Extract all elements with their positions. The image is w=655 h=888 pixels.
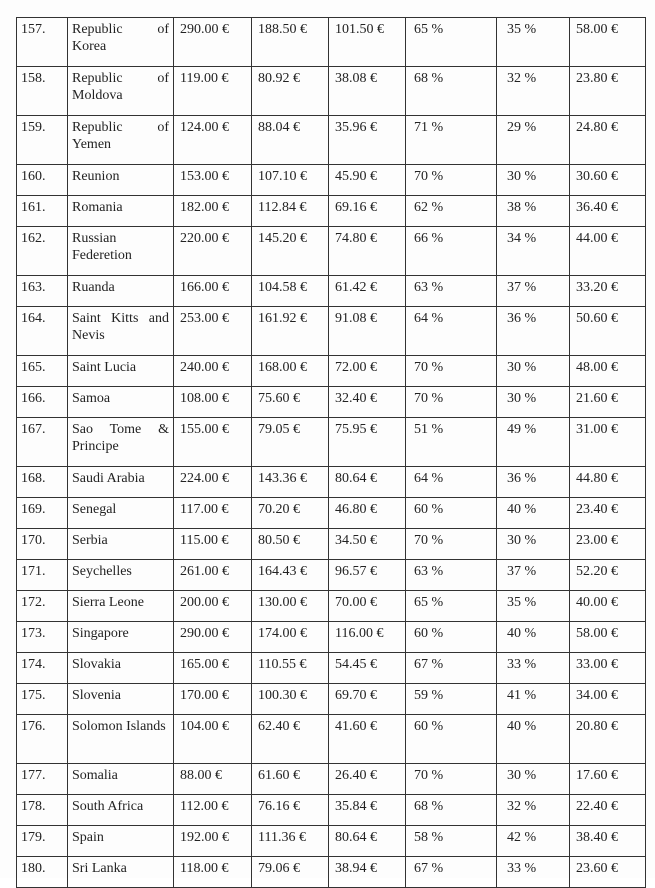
total-price-cell: 224.00 € xyxy=(174,467,252,498)
table-row xyxy=(17,622,646,653)
country-cell: Romania xyxy=(68,196,174,227)
total-price-cell: 165.00 € xyxy=(174,653,252,684)
table-row xyxy=(17,276,646,307)
share-a-percent-cell: 65 % xyxy=(406,591,497,622)
share-a-percent-cell: 70 % xyxy=(406,529,497,560)
share-a-amount-cell: 104.58 € xyxy=(252,276,329,307)
table-row xyxy=(17,764,646,795)
share-a-percent-cell: 70 % xyxy=(406,387,497,418)
fee-amount-cell: 23.00 € xyxy=(570,529,646,560)
row-number-cell: 170. xyxy=(17,529,68,560)
fee-amount-cell: 33.00 € xyxy=(570,653,646,684)
share-a-amount-cell: 70.20 € xyxy=(252,498,329,529)
fee-amount-cell: 40.00 € xyxy=(570,591,646,622)
fee-amount-cell: 30.60 € xyxy=(570,165,646,196)
total-price-cell: 182.00 € xyxy=(174,196,252,227)
country-cell: Slovenia xyxy=(68,684,174,715)
total-price-cell: 119.00 € xyxy=(174,67,252,116)
share-b-amount-cell: 72.00 € xyxy=(329,356,406,387)
share-a-percent-cell: 60 % xyxy=(406,715,497,764)
fee-amount-cell: 17.60 € xyxy=(570,764,646,795)
row-number-cell: 165. xyxy=(17,356,68,387)
country-cell: Ruanda xyxy=(68,276,174,307)
fee-amount-cell: 23.60 € xyxy=(570,857,646,888)
share-b-percent-cell: 40 % xyxy=(497,498,570,529)
total-price-cell: 192.00 € xyxy=(174,826,252,857)
share-a-amount-cell: 111.36 € xyxy=(252,826,329,857)
row-number-cell: 162. xyxy=(17,227,68,276)
total-price-cell: 166.00 € xyxy=(174,276,252,307)
share-b-amount-cell: 38.94 € xyxy=(329,857,406,888)
share-b-amount-cell: 80.64 € xyxy=(329,467,406,498)
country-cell: Singapore xyxy=(68,622,174,653)
country-price-table xyxy=(16,17,646,888)
country-cell: Republic of Moldova xyxy=(68,67,174,116)
table-row xyxy=(17,67,646,116)
total-price-cell: 200.00 € xyxy=(174,591,252,622)
share-a-percent-cell: 62 % xyxy=(406,196,497,227)
share-b-amount-cell: 46.80 € xyxy=(329,498,406,529)
fee-amount-cell: 36.40 € xyxy=(570,196,646,227)
row-number-cell: 177. xyxy=(17,764,68,795)
table-row xyxy=(17,356,646,387)
share-a-percent-cell: 63 % xyxy=(406,560,497,591)
share-a-amount-cell: 76.16 € xyxy=(252,795,329,826)
table-row xyxy=(17,227,646,276)
share-a-amount-cell: 112.84 € xyxy=(252,196,329,227)
share-b-percent-cell: 37 % xyxy=(497,276,570,307)
share-b-amount-cell: 75.95 € xyxy=(329,418,406,467)
total-price-cell: 170.00 € xyxy=(174,684,252,715)
table-row xyxy=(17,684,646,715)
country-cell: Saint Lucia xyxy=(68,356,174,387)
share-a-amount-cell: 107.10 € xyxy=(252,165,329,196)
country-cell: Sao Tome & Principe xyxy=(68,418,174,467)
share-b-amount-cell: 61.42 € xyxy=(329,276,406,307)
table-row xyxy=(17,165,646,196)
table-row xyxy=(17,591,646,622)
fee-amount-cell: 38.40 € xyxy=(570,826,646,857)
table-row xyxy=(17,529,646,560)
share-a-percent-cell: 60 % xyxy=(406,498,497,529)
total-price-cell: 108.00 € xyxy=(174,387,252,418)
row-number-cell: 175. xyxy=(17,684,68,715)
table-row xyxy=(17,307,646,356)
table-row xyxy=(17,418,646,467)
table-row xyxy=(17,467,646,498)
share-b-amount-cell: 101.50 € xyxy=(329,18,406,67)
fee-amount-cell: 50.60 € xyxy=(570,307,646,356)
row-number-cell: 158. xyxy=(17,67,68,116)
share-a-percent-cell: 51 % xyxy=(406,418,497,467)
share-b-amount-cell: 96.57 € xyxy=(329,560,406,591)
share-a-percent-cell: 64 % xyxy=(406,307,497,356)
row-number-cell: 178. xyxy=(17,795,68,826)
total-price-cell: 115.00 € xyxy=(174,529,252,560)
share-b-percent-cell: 30 % xyxy=(497,764,570,795)
fee-amount-cell: 20.80 € xyxy=(570,715,646,764)
share-a-percent-cell: 66 % xyxy=(406,227,497,276)
country-cell: Republic of Korea xyxy=(68,18,174,67)
share-b-percent-cell: 33 % xyxy=(497,653,570,684)
table-row xyxy=(17,18,646,67)
row-number-cell: 160. xyxy=(17,165,68,196)
country-cell: Somalia xyxy=(68,764,174,795)
country-cell: Saint Kitts and Nevis xyxy=(68,307,174,356)
share-b-percent-cell: 37 % xyxy=(497,560,570,591)
share-a-percent-cell: 70 % xyxy=(406,165,497,196)
share-a-percent-cell: 64 % xyxy=(406,467,497,498)
table-row xyxy=(17,196,646,227)
total-price-cell: 88.00 € xyxy=(174,764,252,795)
row-number-cell: 168. xyxy=(17,467,68,498)
table-row xyxy=(17,857,646,888)
share-b-amount-cell: 54.45 € xyxy=(329,653,406,684)
share-b-amount-cell: 32.40 € xyxy=(329,387,406,418)
share-a-amount-cell: 88.04 € xyxy=(252,116,329,165)
share-a-amount-cell: 145.20 € xyxy=(252,227,329,276)
row-number-cell: 161. xyxy=(17,196,68,227)
share-a-amount-cell: 61.60 € xyxy=(252,764,329,795)
total-price-cell: 124.00 € xyxy=(174,116,252,165)
share-a-amount-cell: 79.05 € xyxy=(252,418,329,467)
row-number-cell: 173. xyxy=(17,622,68,653)
fee-amount-cell: 34.00 € xyxy=(570,684,646,715)
share-b-percent-cell: 42 % xyxy=(497,826,570,857)
country-cell: Spain xyxy=(68,826,174,857)
fee-amount-cell: 31.00 € xyxy=(570,418,646,467)
country-cell: South Africa xyxy=(68,795,174,826)
total-price-cell: 112.00 € xyxy=(174,795,252,826)
share-b-amount-cell: 38.08 € xyxy=(329,67,406,116)
share-b-percent-cell: 33 % xyxy=(497,857,570,888)
row-number-cell: 172. xyxy=(17,591,68,622)
share-a-amount-cell: 168.00 € xyxy=(252,356,329,387)
share-a-percent-cell: 70 % xyxy=(406,356,497,387)
share-b-percent-cell: 29 % xyxy=(497,116,570,165)
share-b-amount-cell: 80.64 € xyxy=(329,826,406,857)
share-a-percent-cell: 60 % xyxy=(406,622,497,653)
table-row xyxy=(17,715,646,764)
total-price-cell: 153.00 € xyxy=(174,165,252,196)
share-b-amount-cell: 69.16 € xyxy=(329,196,406,227)
fee-amount-cell: 23.80 € xyxy=(570,67,646,116)
share-b-amount-cell: 70.00 € xyxy=(329,591,406,622)
share-a-percent-cell: 67 % xyxy=(406,653,497,684)
share-b-percent-cell: 40 % xyxy=(497,622,570,653)
total-price-cell: 118.00 € xyxy=(174,857,252,888)
fee-amount-cell: 52.20 € xyxy=(570,560,646,591)
fee-amount-cell: 33.20 € xyxy=(570,276,646,307)
table-row xyxy=(17,387,646,418)
row-number-cell: 174. xyxy=(17,653,68,684)
share-b-percent-cell: 35 % xyxy=(497,18,570,67)
fee-amount-cell: 21.60 € xyxy=(570,387,646,418)
country-cell: Saudi Arabia xyxy=(68,467,174,498)
share-a-percent-cell: 71 % xyxy=(406,116,497,165)
share-b-amount-cell: 91.08 € xyxy=(329,307,406,356)
share-b-percent-cell: 32 % xyxy=(497,795,570,826)
total-price-cell: 104.00 € xyxy=(174,715,252,764)
share-b-percent-cell: 34 % xyxy=(497,227,570,276)
total-price-cell: 155.00 € xyxy=(174,418,252,467)
fee-amount-cell: 23.40 € xyxy=(570,498,646,529)
share-b-amount-cell: 26.40 € xyxy=(329,764,406,795)
share-b-percent-cell: 38 % xyxy=(497,196,570,227)
fee-amount-cell: 48.00 € xyxy=(570,356,646,387)
country-cell: Serbia xyxy=(68,529,174,560)
row-number-cell: 159. xyxy=(17,116,68,165)
share-a-amount-cell: 80.92 € xyxy=(252,67,329,116)
row-number-cell: 163. xyxy=(17,276,68,307)
share-a-amount-cell: 110.55 € xyxy=(252,653,329,684)
row-number-cell: 166. xyxy=(17,387,68,418)
share-a-percent-cell: 63 % xyxy=(406,276,497,307)
share-a-amount-cell: 174.00 € xyxy=(252,622,329,653)
total-price-cell: 253.00 € xyxy=(174,307,252,356)
share-a-percent-cell: 70 % xyxy=(406,764,497,795)
country-cell: Seychelles xyxy=(68,560,174,591)
share-a-amount-cell: 188.50 € xyxy=(252,18,329,67)
row-number-cell: 167. xyxy=(17,418,68,467)
share-a-amount-cell: 80.50 € xyxy=(252,529,329,560)
row-number-cell: 157. xyxy=(17,18,68,67)
country-cell: Reunion xyxy=(68,165,174,196)
row-number-cell: 179. xyxy=(17,826,68,857)
share-b-amount-cell: 45.90 € xyxy=(329,165,406,196)
share-a-percent-cell: 65 % xyxy=(406,18,497,67)
fee-amount-cell: 58.00 € xyxy=(570,18,646,67)
share-a-amount-cell: 130.00 € xyxy=(252,591,329,622)
share-b-percent-cell: 40 % xyxy=(497,715,570,764)
table-row xyxy=(17,795,646,826)
share-a-amount-cell: 79.06 € xyxy=(252,857,329,888)
total-price-cell: 117.00 € xyxy=(174,498,252,529)
share-b-amount-cell: 35.84 € xyxy=(329,795,406,826)
country-cell: Sierra Leone xyxy=(68,591,174,622)
share-b-amount-cell: 74.80 € xyxy=(329,227,406,276)
share-b-percent-cell: 36 % xyxy=(497,467,570,498)
table-row xyxy=(17,653,646,684)
total-price-cell: 290.00 € xyxy=(174,622,252,653)
fee-amount-cell: 58.00 € xyxy=(570,622,646,653)
share-b-amount-cell: 69.70 € xyxy=(329,684,406,715)
row-number-cell: 180. xyxy=(17,857,68,888)
share-a-percent-cell: 67 % xyxy=(406,857,497,888)
share-a-amount-cell: 164.43 € xyxy=(252,560,329,591)
fee-amount-cell: 44.80 € xyxy=(570,467,646,498)
share-b-amount-cell: 116.00 € xyxy=(329,622,406,653)
country-cell: Solomon Islands xyxy=(68,715,174,764)
share-b-percent-cell: 49 % xyxy=(497,418,570,467)
country-cell: Slovakia xyxy=(68,653,174,684)
share-a-amount-cell: 75.60 € xyxy=(252,387,329,418)
share-a-percent-cell: 58 % xyxy=(406,826,497,857)
fee-amount-cell: 22.40 € xyxy=(570,795,646,826)
share-b-amount-cell: 34.50 € xyxy=(329,529,406,560)
share-b-percent-cell: 30 % xyxy=(497,356,570,387)
country-cell: Russian Federetion xyxy=(68,227,174,276)
share-b-percent-cell: 36 % xyxy=(497,307,570,356)
share-b-percent-cell: 30 % xyxy=(497,529,570,560)
country-cell: Sri Lanka xyxy=(68,857,174,888)
row-number-cell: 164. xyxy=(17,307,68,356)
share-a-percent-cell: 68 % xyxy=(406,67,497,116)
share-a-amount-cell: 143.36 € xyxy=(252,467,329,498)
share-a-amount-cell: 62.40 € xyxy=(252,715,329,764)
total-price-cell: 290.00 € xyxy=(174,18,252,67)
row-number-cell: 169. xyxy=(17,498,68,529)
share-b-percent-cell: 41 % xyxy=(497,684,570,715)
fee-amount-cell: 44.00 € xyxy=(570,227,646,276)
total-price-cell: 220.00 € xyxy=(174,227,252,276)
share-b-percent-cell: 32 % xyxy=(497,67,570,116)
share-a-amount-cell: 161.92 € xyxy=(252,307,329,356)
total-price-cell: 240.00 € xyxy=(174,356,252,387)
share-b-percent-cell: 30 % xyxy=(497,387,570,418)
row-number-cell: 171. xyxy=(17,560,68,591)
table-row xyxy=(17,560,646,591)
row-number-cell: 176. xyxy=(17,715,68,764)
share-b-percent-cell: 35 % xyxy=(497,591,570,622)
share-a-percent-cell: 68 % xyxy=(406,795,497,826)
table-row xyxy=(17,116,646,165)
share-b-percent-cell: 30 % xyxy=(497,165,570,196)
share-a-percent-cell: 59 % xyxy=(406,684,497,715)
share-a-amount-cell: 100.30 € xyxy=(252,684,329,715)
share-b-amount-cell: 41.60 € xyxy=(329,715,406,764)
country-cell: Republic of Yemen xyxy=(68,116,174,165)
table-row xyxy=(17,498,646,529)
share-b-amount-cell: 35.96 € xyxy=(329,116,406,165)
country-cell: Samoa xyxy=(68,387,174,418)
fee-amount-cell: 24.80 € xyxy=(570,116,646,165)
table-row xyxy=(17,826,646,857)
country-cell: Senegal xyxy=(68,498,174,529)
total-price-cell: 261.00 € xyxy=(174,560,252,591)
